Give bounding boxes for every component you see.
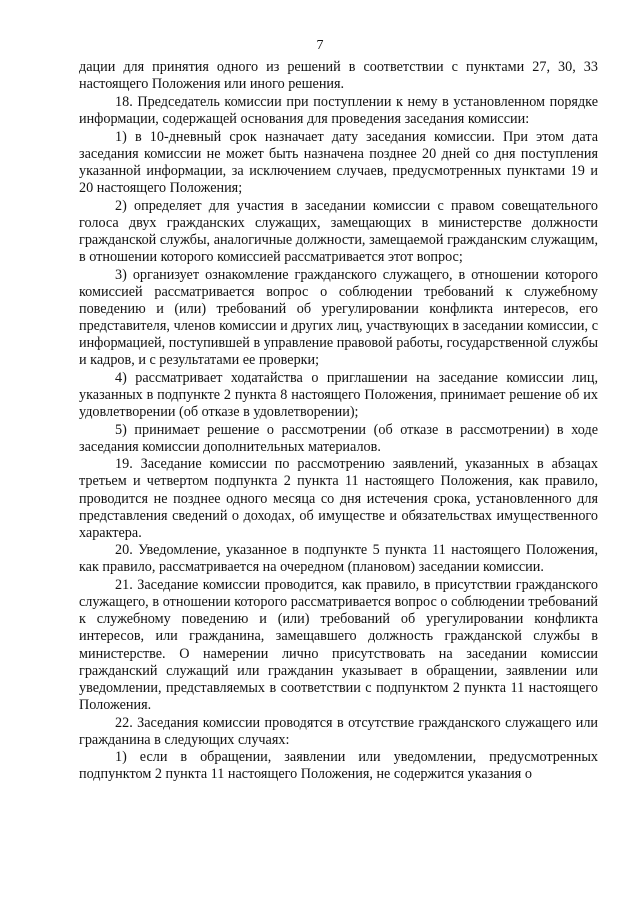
paragraph-item-20: 20. Уведомление, указанное в подпункте 5 пункта 11 настоящего Положения, как правило, рассматривается на очередном (плановом) заседании комиссии. [79,542,598,576]
paragraph-item-21: 21. Заседание комиссии проводится, как правило, в присутствии гражданского служащего, в отношении которого рассматривается вопрос о соблюдении требований к служебному поведению и (или) требований об урегулировании конфликта интересов, или гражданина, замещавшего должность гражданской службы в министерстве. О намерении лично присутствовать на заседании комиссии гражданский служащий или гражданин указывает в обращении, заявлении или уведомлении, представляемых в соответствии с подпунктом 2 пункта 11 настоящего Положения. [79,577,598,713]
paragraph-item-18-5: 5) принимает решение о рассмотрении (об отказе в рассмотрении) в ходе заседания комиссии дополнительных материалов. [79,421,598,455]
paragraph-item-18-1: 1) в 10-дневный срок назначает дату заседания комиссии. При этом дата заседания комиссии не может быть назначена позднее 20 дней со дня поступления указанной информации, за исключением случаев, предусмотренных пунктами 19 и 20 настоящего Положения; [79,128,598,196]
paragraph-item-22-1: 1) если в обращении, заявлении или уведомлении, предусмотренных подпунктом 2 пункта 11 настоящего Положения, не содержится указания о [79,749,598,783]
paragraph-item-18: 18. Председатель комиссии при поступлении к нему в установленном порядке информации, содержащей основания для проведения заседания комиссии: [79,93,598,127]
paragraph-item-19: 19. Заседание комиссии по рассмотрению заявлений, указанных в абзацах третьем и четвертом подпункта 2 пункта 11 настоящего Положения, как правило, проводится не позднее одного месяца со дня истечения срока, установленного для представления сведений о доходах, об имуществе и обязательствах имущественного характера. [79,456,598,541]
paragraph-item-18-4: 4) рассматривает ходатайства о приглашении на заседание комиссии лиц, указанных в подпункте 2 пункта 8 настоящего Положения, принимает решение об их удовлетворении (об отказе в удовлетворении); [79,369,598,420]
document-body [79,59,598,784]
paragraph-continuation: дации для принятия одного из решений в соответствии с пунктами 27, 30, 33 настоящего Положения или иного решения. [79,59,598,93]
paragraph-item-18-2: 2) определяет для участия в заседании комиссии с правом совещательного голоса двух гражданских служащих, замещающих в министерстве должности гражданской службы, аналогичные должности, замещаемой гражданским служащим, в отношении которого комиссией рассматривается этот вопрос; [79,197,598,265]
page-number: 7 [316,38,324,53]
paragraph-item-22: 22. Заседания комиссии проводятся в отсутствие гражданского служащего или гражданина в следующих случаях: [79,714,598,748]
paragraph-item-18-3: 3) организует ознакомление гражданского служащего, в отношении которого комиссией рассматривается вопрос о соблюдении требований к служебному поведению и (или) требований об урегулировании конфликта интересов, его представителя, членов комиссии и других лиц, участвующих в заседании комиссии, с информацией, поступившей в управление правовой работы, государственной службы и кадров, и с результатами ее проверки; [79,266,598,368]
